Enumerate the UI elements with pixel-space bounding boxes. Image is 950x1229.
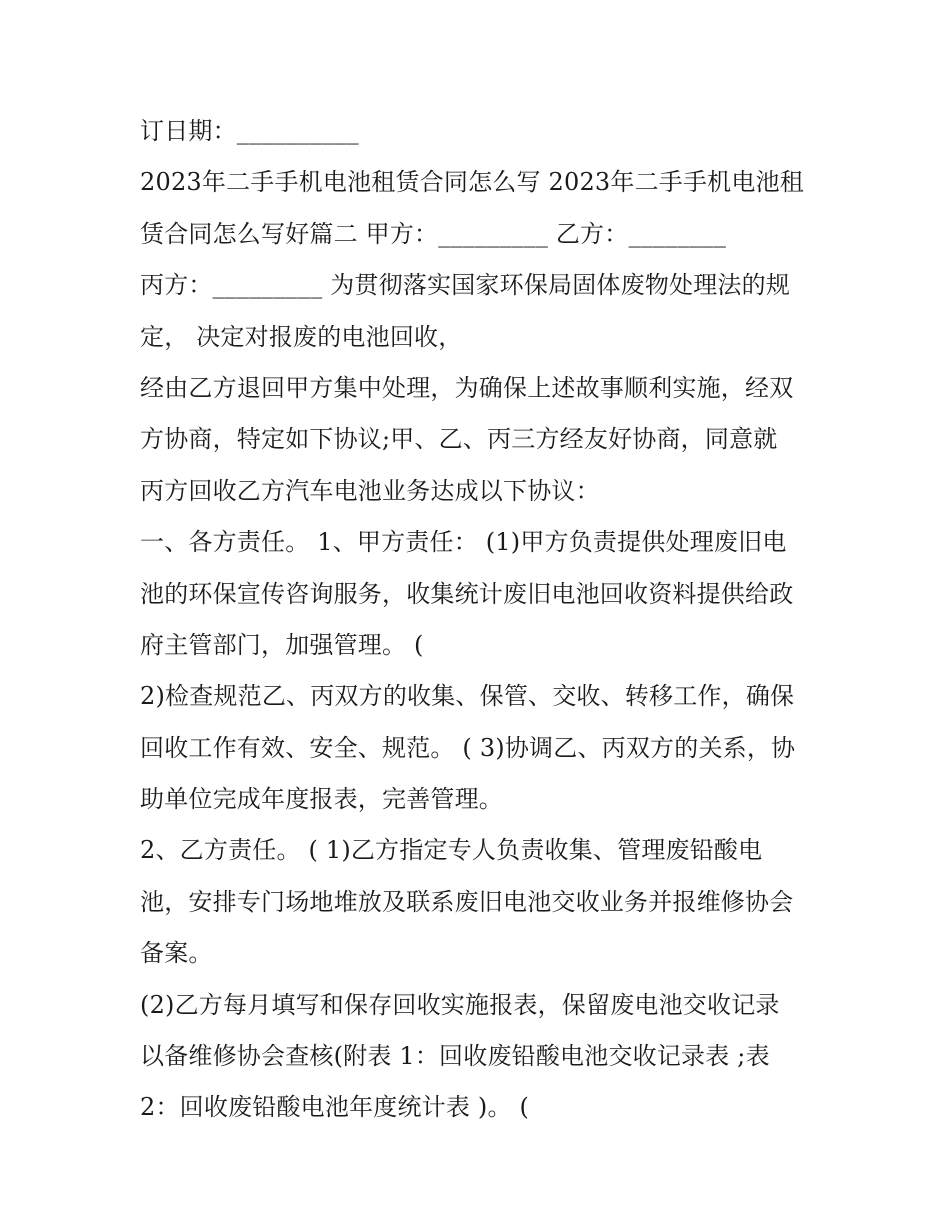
text-line: 2023年二手手机电池租赁合同怎么写 2023年二手手机电池租: [140, 168, 804, 197]
text-line: 经由乙方退回甲方集中处理，为确保上述故事顺利实施，经双: [140, 373, 794, 402]
text-line: 以备维修协会查核(附表 1：回收废铅酸电池交收记录表 ;表: [140, 1042, 770, 1071]
text-line: (2)乙方每月填写和保存回收实施报表，保留废电池交收记录: [140, 990, 780, 1019]
text-line: 府主管部门，加强管理。 (: [140, 630, 424, 659]
text-line: 备案。: [140, 939, 213, 968]
text-line: 2、乙方责任。 ( 1)乙方指定专人负责收集、管理废铅酸电: [140, 836, 763, 865]
text-line: 2：回收废铅酸电池年度统计表 )。 (: [140, 1093, 530, 1122]
text-line: 赁合同怎么写好篇二 甲方：_________ 乙方：________: [140, 219, 727, 248]
text-line: 丙方：_________ 为贯彻落实国家环保局固体废物处理法的规: [140, 271, 791, 300]
text-line: 丙方回收乙方汽车电池业务达成以下协议：: [140, 476, 600, 505]
text-line: 订日期：__________: [140, 117, 359, 145]
text-line: 方协商，特定如下协议;甲、乙、丙三方经友好协商，同意就: [140, 425, 778, 454]
text-line: 助单位完成年度报表，完善管理。: [140, 785, 503, 814]
text-line: 2)检查规范乙、丙双方的收集、保管、交收、转移工作，确保: [140, 682, 795, 711]
text-line: 一、各方责任。 1、甲方责任： (1)甲方负责提供处理废旧电: [140, 528, 787, 557]
text-line: 池的环保宣传咨询服务，收集统计废旧电池回收资料提供给政: [140, 579, 794, 608]
text-line: 池，安排专门场地堆放及联系废旧电池交收业务并报维修协会: [140, 887, 794, 916]
text-line: 定， 决定对报废的电池回收，: [140, 322, 463, 351]
text-line: 回收工作有效、安全、规范。 ( 3)协调乙、丙双方的关系，协: [140, 733, 796, 762]
document-body: [140, 108, 820, 1136]
